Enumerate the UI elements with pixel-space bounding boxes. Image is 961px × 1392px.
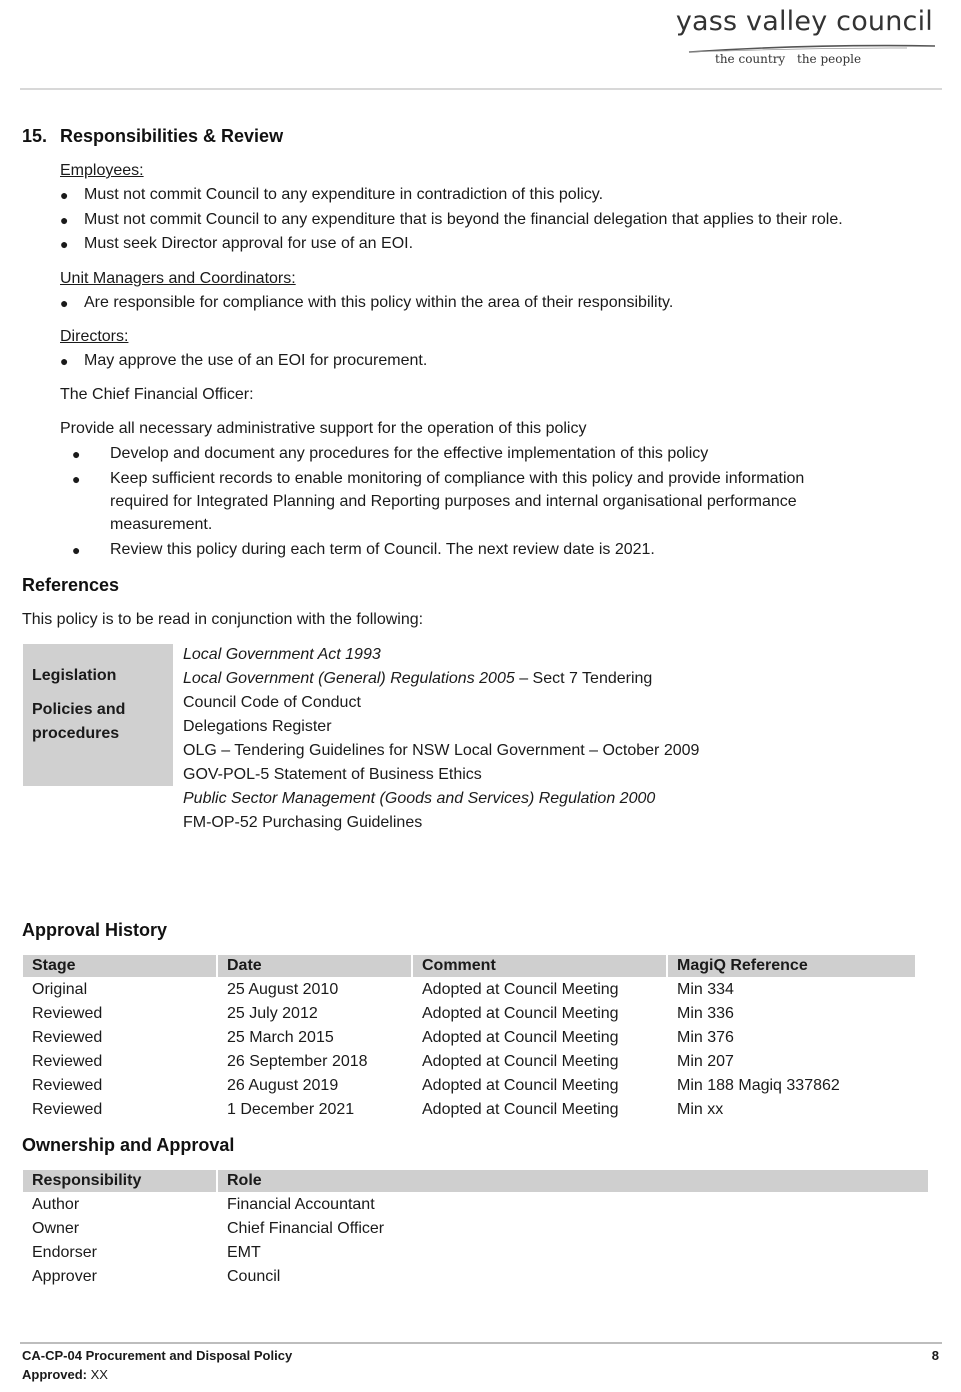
- bullet-icon: ●: [72, 446, 81, 462]
- cell-role: EMT: [227, 1244, 261, 1261]
- reference-item: GOV-POL-5 Statement of Business Ethics: [183, 766, 482, 783]
- cell-date: 1 December 2021: [227, 1101, 355, 1118]
- cell-date: 25 July 2012: [227, 1005, 318, 1022]
- cell-date: 25 March 2015: [227, 1029, 334, 1046]
- cell-role: Financial Accountant: [227, 1196, 375, 1213]
- reference-item: FM-OP-52 Purchasing Guidelines: [183, 814, 423, 831]
- employees-item: Must not commit Council to any expenditure in contradiction of this policy.: [84, 186, 604, 203]
- bullet-icon: ●: [60, 295, 69, 311]
- cell-responsibility: Endorser: [32, 1244, 97, 1261]
- references-heading: References: [22, 575, 120, 595]
- cell-reference: Min 188 Magiq 337862: [677, 1077, 840, 1094]
- label-policies: Policies and: [32, 701, 126, 718]
- cell-date: 26 August 2019: [227, 1077, 339, 1094]
- approval-history-heading: Approval History: [22, 920, 168, 940]
- bullet-icon: ●: [60, 212, 69, 228]
- employees-item: Must not commit Council to any expenditure that is beyond the financial delegation that applies to their role.: [84, 211, 843, 228]
- bullet-icon: ●: [60, 187, 69, 203]
- bullet-icon: ●: [72, 542, 81, 558]
- cfo-item-cont: required for Integrated Planning and Reporting purposes and internal organisational performance: [110, 493, 797, 510]
- logo-tagline-country: the country: [715, 52, 786, 66]
- bullet-icon: ●: [60, 236, 69, 252]
- cell-comment: Adopted at Council Meeting: [422, 1005, 619, 1022]
- cell-stage: Original: [32, 981, 88, 998]
- cell-comment: Adopted at Council Meeting: [422, 1053, 619, 1070]
- cell-responsibility: Author: [32, 1196, 80, 1213]
- reference-item: Council Code of Conduct: [183, 694, 361, 711]
- footer-divider: [20, 1342, 942, 1344]
- employees-heading: Employees:: [60, 162, 144, 179]
- cfo-item: Review this policy during each term of Council. The next review date is 2021.: [110, 541, 655, 558]
- page-number: 8: [931, 1348, 939, 1363]
- column-header: Stage: [23, 955, 216, 977]
- managers-item: Are responsible for compliance with this policy within the area of their responsibility.: [84, 294, 674, 311]
- cell-comment: Adopted at Council Meeting: [422, 981, 619, 998]
- label-legislation: Legislation: [32, 667, 117, 684]
- council-logo: [675, 6, 937, 66]
- label-procedures: procedures: [32, 725, 120, 742]
- cfo-intro: Provide all necessary administrative support for the operation of this policy: [60, 420, 587, 437]
- cell-reference: Min 334: [677, 981, 734, 998]
- cell-comment: Adopted at Council Meeting: [422, 1101, 619, 1118]
- reference-item: Local Government (General) Regulations 2005 – Sect 7 Tendering: [183, 670, 653, 687]
- section-number: 15.: [22, 126, 48, 146]
- column-header: Role: [218, 1170, 928, 1192]
- cell-responsibility: Owner: [32, 1220, 80, 1237]
- cell-responsibility: Approver: [32, 1268, 97, 1285]
- cell-stage: Reviewed: [32, 1029, 103, 1046]
- cell-role: Council: [227, 1268, 281, 1285]
- footer-approved: [22, 1367, 108, 1382]
- footer-approved-value: XX: [90, 1367, 108, 1382]
- logo-tagline-people: the people: [797, 52, 862, 66]
- approval-history-table: [23, 955, 915, 1125]
- cell-reference: Min 376: [677, 1029, 734, 1046]
- column-header: MagiQ Reference: [668, 955, 915, 977]
- references-intro: This policy is to be read in conjunction with the following:: [22, 611, 424, 628]
- cell-comment: Adopted at Council Meeting: [422, 1029, 619, 1046]
- managers-heading: Unit Managers and Coordinators:: [60, 270, 296, 287]
- cell-stage: Reviewed: [32, 1101, 103, 1118]
- reference-item: Public Sector Management (Goods and Services) Regulation 2000: [183, 790, 656, 807]
- employees-item: Must seek Director approval for use of an EOI.: [84, 235, 414, 252]
- cell-stage: Reviewed: [32, 1077, 103, 1094]
- directors-heading: Directors:: [60, 328, 129, 345]
- cfo-item: Develop and document any procedures for the effective implementation of this policy: [110, 445, 709, 462]
- cell-reference: Min 336: [677, 1005, 734, 1022]
- ownership-table: [23, 1170, 928, 1290]
- cfo-heading: The Chief Financial Officer:: [60, 386, 254, 403]
- bullet-icon: ●: [72, 471, 81, 487]
- reference-item: Local Government Act 1993: [183, 646, 381, 663]
- logo-title: yass valley council: [675, 6, 933, 37]
- column-header: Comment: [413, 955, 666, 977]
- cell-reference: Min 207: [677, 1053, 734, 1070]
- reference-item: OLG – Tendering Guidelines for NSW Local Government – October 2009: [183, 742, 700, 759]
- reference-item: Delegations Register: [183, 718, 332, 735]
- cell-stage: Reviewed: [32, 1053, 103, 1070]
- column-header: Responsibility: [23, 1170, 216, 1192]
- cfo-item: Keep sufficient records to enable monitoring of compliance with this policy and provide information: [110, 470, 805, 487]
- footer-approved-label: Approved:: [22, 1367, 87, 1382]
- cell-stage: Reviewed: [32, 1005, 103, 1022]
- cell-date: 25 August 2010: [227, 981, 339, 998]
- bullet-icon: ●: [60, 353, 69, 369]
- cell-role: Chief Financial Officer: [227, 1220, 385, 1237]
- header-divider: [20, 88, 942, 90]
- ownership-heading: Ownership and Approval: [22, 1135, 235, 1155]
- section-title: Responsibilities & Review: [60, 126, 284, 146]
- directors-item: May approve the use of an EOI for procurement.: [84, 352, 428, 369]
- cell-reference: Min xx: [677, 1101, 724, 1118]
- section-heading: [22, 126, 283, 147]
- cell-date: 26 September 2018: [227, 1053, 368, 1070]
- column-header: Date: [218, 955, 411, 977]
- footer-document-title: CA-CP-04 Procurement and Disposal Policy: [22, 1348, 293, 1363]
- cfo-item-cont: measurement.: [110, 516, 213, 533]
- cell-comment: Adopted at Council Meeting: [422, 1077, 619, 1094]
